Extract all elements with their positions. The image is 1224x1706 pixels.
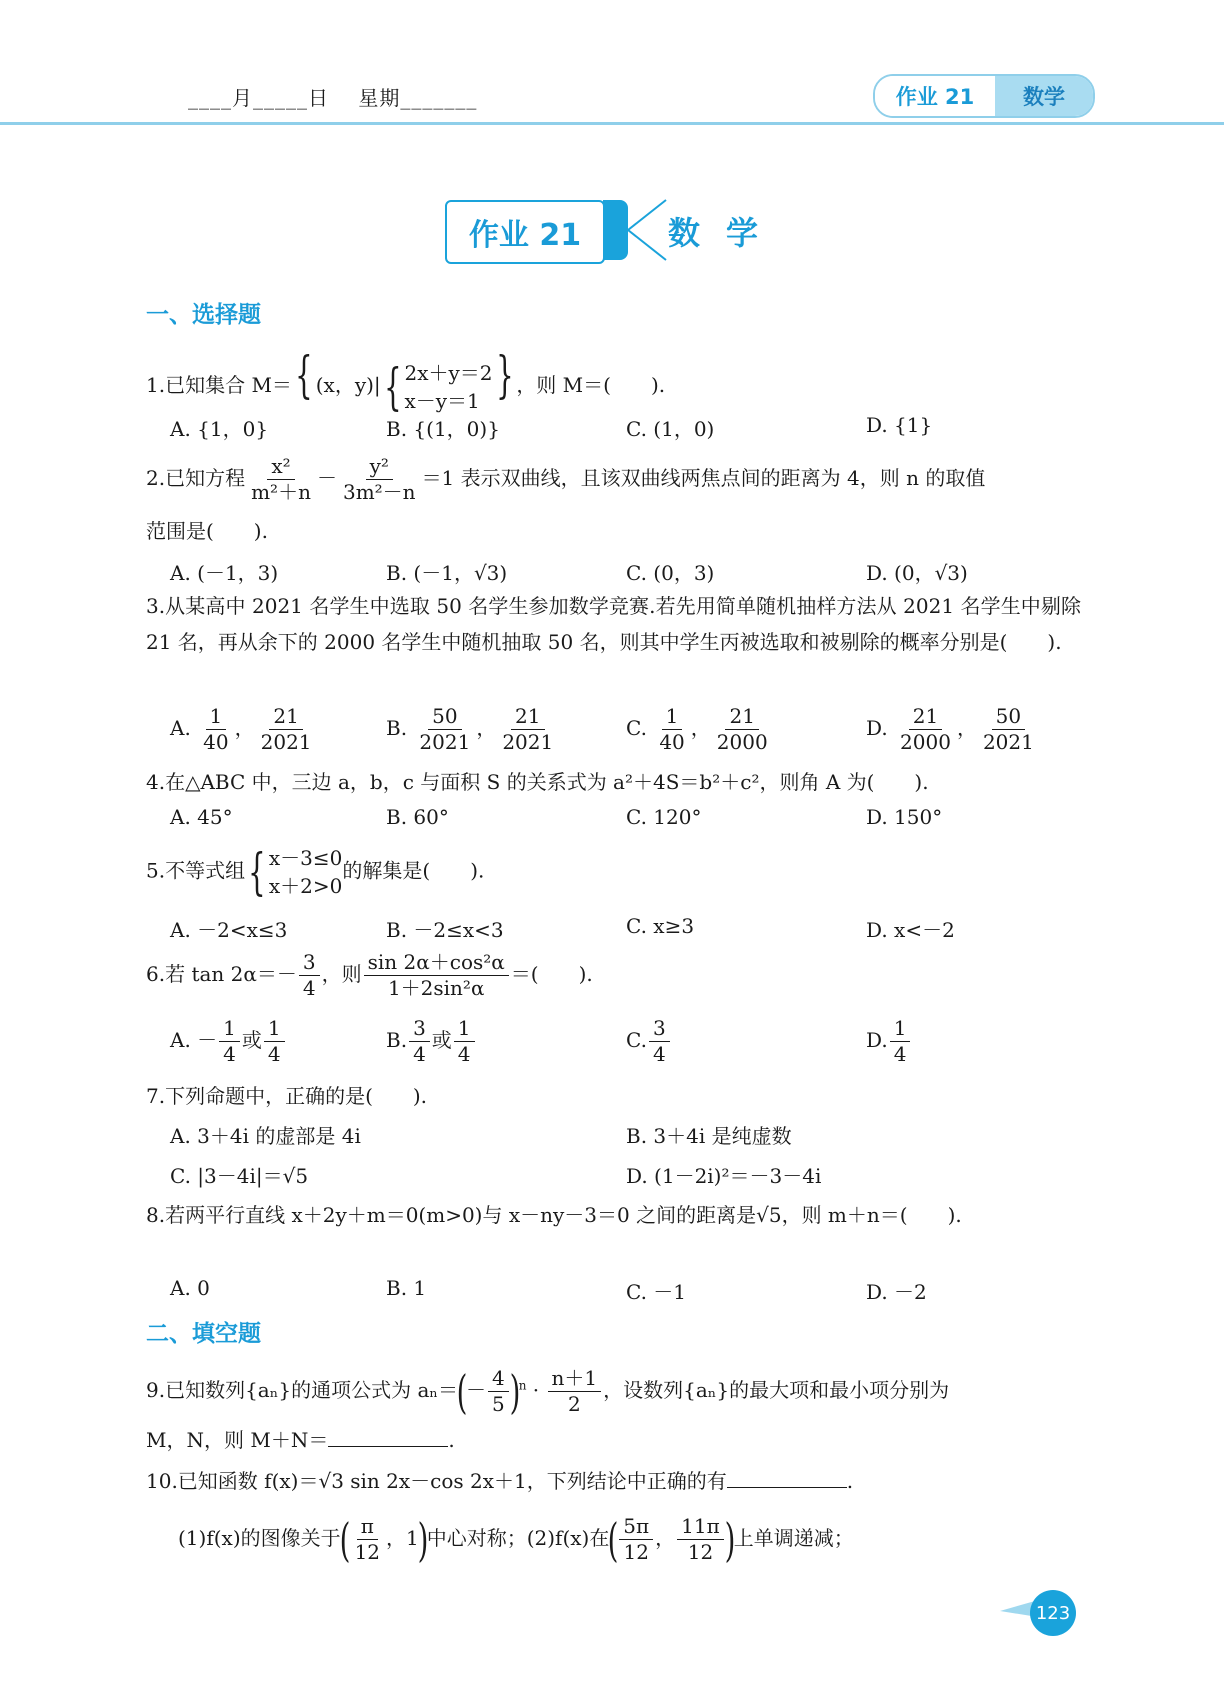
q5-option-a: A. －2<x≤3 <box>170 918 288 942</box>
q2-option-a: A. (－1，3) <box>170 561 279 585</box>
section-heading-choice: 一、选择题 <box>146 302 261 328</box>
q2-option-d: D. (0，√3) <box>866 561 968 585</box>
q9-prefix: 9.已知数列{aₙ}的通项公式为 aₙ＝ <box>146 1378 459 1402</box>
q7-option-a: A. 3＋4i 的虚部是 4i <box>170 1124 361 1148</box>
date-line: ____月_____日 星期_______ <box>188 86 478 110</box>
page-number: 123 <box>1030 1590 1076 1636</box>
q6-option-a: A. － $\frac{1}{4}$ 或 $\frac{1}{4}$ <box>170 1018 287 1065</box>
q5-system <box>245 844 342 900</box>
q1-option-b: B. {(1，0)} <box>386 417 500 441</box>
q5-suffix: 的解集是( ). <box>342 858 485 883</box>
q9-fraction-base: $\frac{4}{5}$ <box>488 1368 509 1415</box>
q8-option-c: C. －1 <box>626 1280 687 1304</box>
q1-eq1: 2x＋y＝2 <box>404 360 493 385</box>
q1-suffix: ，则 M＝( ). <box>516 373 666 397</box>
q6-fraction-tan: $\frac{3}{4}$ <box>299 952 320 999</box>
paren-close-icon: ) <box>724 1512 736 1567</box>
question-4: 4.在△ABC 中，三边 a，b，c 与面积 S 的关系式为 a²＋4S＝b²＋c²，则角 A 为( ). <box>146 770 929 794</box>
header-badge <box>873 74 1095 118</box>
paren-close-icon: ) <box>417 1512 429 1567</box>
question-3: 3.从某高中 2021 名学生中选取 50 名学生参加数学竞赛.若先用简单随机抽样方法从 2021 名学生中剔除 21 名，再从余下的 2000 名学生中随机抽取 50 名，则其中学生丙被选取和被剔除的概率分别是( ). <box>146 594 1081 654</box>
q5-ineq1: x－3≤0 <box>268 846 343 870</box>
q2-fraction-2: $\frac{\text{y²}}{\text{3m²－n}}$ <box>342 454 416 504</box>
brace-icon: { <box>248 843 266 901</box>
q6-fraction-expr: $\frac{\text{sin 2α＋cos²α}}{\text{1＋2sin²α}}$ <box>364 952 509 999</box>
q2-fraction-1: $\frac{\text{x²}}{\text{m²＋n}}$ <box>251 454 311 504</box>
q9-answer-blank[interactable] <box>328 1428 448 1447</box>
q2-prefix: 2.已知方程 <box>146 466 246 490</box>
q1-system <box>381 359 493 415</box>
q6-option-c: C. $\frac{3}{4}$ <box>626 1018 672 1065</box>
q1-option-c: C. (1，0) <box>626 417 715 441</box>
q4-option-c: C. 120° <box>626 805 702 829</box>
q6-option-b: B. $\frac{3}{4}$ 或 $\frac{1}{4}$ <box>386 1018 477 1065</box>
title-tab <box>603 200 628 260</box>
q2-option-c: C. (0，3) <box>626 561 715 585</box>
paren-close-icon: ) <box>509 1364 521 1419</box>
paren-open-icon: ( <box>607 1512 619 1567</box>
q6-option-d: D. $\frac{1}{4}$ <box>866 1018 912 1065</box>
section-heading-fill: 二、填空题 <box>146 1321 261 1347</box>
header-badge-label: 作业 21 <box>875 76 995 116</box>
q4-option-b: B. 60° <box>386 805 449 829</box>
q3-option-d: D. $\frac{21}{2000}$ ， $\frac{50}{2021}$ <box>866 704 1034 754</box>
q2-suffix: ＝1 表示双曲线，且该双曲线两焦点间的距离为 4，则 n 的取值 <box>421 466 986 490</box>
q7-option-d: D. (1－2i)²＝－3－4i <box>626 1164 822 1188</box>
q9-suffix: ，设数列{aₙ}的最大项和最小项分别为 <box>603 1378 950 1402</box>
q10-answer-blank[interactable] <box>727 1469 847 1488</box>
question-7: 7.下列命题中，正确的是( ). <box>146 1084 428 1108</box>
q1-set-open: (x，y)| <box>315 373 381 397</box>
question-8: 8.若两平行直线 x＋2y＋m＝0(m>0)与 x－ny－3＝0 之间的距离是√5，则 m＋n＝( ). <box>146 1203 962 1227</box>
q7-option-c: C. |3－4i|＝√5 <box>170 1164 309 1188</box>
q8-option-a: A. 0 <box>170 1276 210 1300</box>
brace-icon: { <box>295 346 313 404</box>
q7-option-b: B. 3＋4i 是纯虚数 <box>626 1124 792 1148</box>
paren-open-icon: ( <box>339 1512 350 1567</box>
q5-ineq2: x＋2>0 <box>268 874 343 898</box>
q5-prefix: 5.不等式组 <box>146 858 246 883</box>
q1-prefix: 1.已知集合 M＝ <box>146 373 292 397</box>
q9-fraction-coef: $\frac{n+1}{2}$ <box>548 1368 602 1415</box>
q2-minus: － <box>316 466 337 490</box>
question-9: 9.已知数列{aₙ}的通项公式为 aₙ＝(－ $\frac{4}{5}$ )$^n$ · $\frac{n+1}{2}$ ，设数列{aₙ}的最大项和最小项分别为 <box>146 1364 950 1419</box>
q5-option-c: C. x≥3 <box>626 914 695 938</box>
q8-option-d: D. －2 <box>866 1280 927 1304</box>
header-badge-subject: 数学 <box>995 76 1093 116</box>
q6-prefix: 6.若 tan 2α＝－ <box>146 962 297 986</box>
question-1 <box>146 346 666 416</box>
q3-option-a: A. $\frac{1}{40}$ ， $\frac{21}{2021}$ <box>170 704 312 754</box>
title-subject: 数学 <box>668 214 785 252</box>
q6-mid: ，则 <box>321 962 362 986</box>
q4-option-d: D. 150° <box>866 805 943 829</box>
q3-option-b: B. $\frac{50}{2021}$ ， $\frac{21}{2021}$ <box>386 704 554 754</box>
question-6 <box>146 952 593 999</box>
q5-option-b: B. －2≤x<3 <box>386 918 504 942</box>
q9-exponent: n <box>518 1378 527 1393</box>
q1-option-d: D. {1} <box>866 413 933 437</box>
q2-line2: 范围是( ). <box>146 519 268 543</box>
title-connector-icon <box>628 196 670 264</box>
question-10: 10.已知函数 f(x)＝√3 sin 2x－cos 2x＋1，下列结论中正确的有 . <box>146 1469 854 1493</box>
q2-option-b: B. (－1，√3) <box>386 561 508 585</box>
q10-statements: (1)f(x)的图像关于( $\frac{\pi}{12}$ ，1)中心对称；(2)f(x)在( $\frac{5\pi}{12}$ ， $\frac{11\pi}{12}$ )上单调递减； <box>178 1512 854 1567</box>
question-5 <box>146 844 484 900</box>
brace-close-icon: } <box>495 346 514 404</box>
brace-icon: { <box>383 357 402 416</box>
paren-open-icon: ( <box>456 1364 468 1419</box>
q1-option-a: A. {1，0} <box>170 417 269 441</box>
question-2 <box>146 456 985 503</box>
q5-option-d: D. x<－2 <box>866 918 955 942</box>
q6-suffix: ＝( ). <box>510 962 593 986</box>
header-divider <box>0 122 1224 125</box>
q9-line2: M，N，则 M＋N＝ . <box>146 1428 455 1452</box>
title-label: 作业 21 <box>445 200 605 264</box>
q8-option-b: B. 1 <box>386 1276 427 1300</box>
q1-eq2: x－y＝1 <box>404 388 480 413</box>
q4-option-a: A. 45° <box>170 805 233 829</box>
q3-option-c: C. $\frac{1}{40}$ ， $\frac{21}{2000}$ <box>626 704 768 754</box>
